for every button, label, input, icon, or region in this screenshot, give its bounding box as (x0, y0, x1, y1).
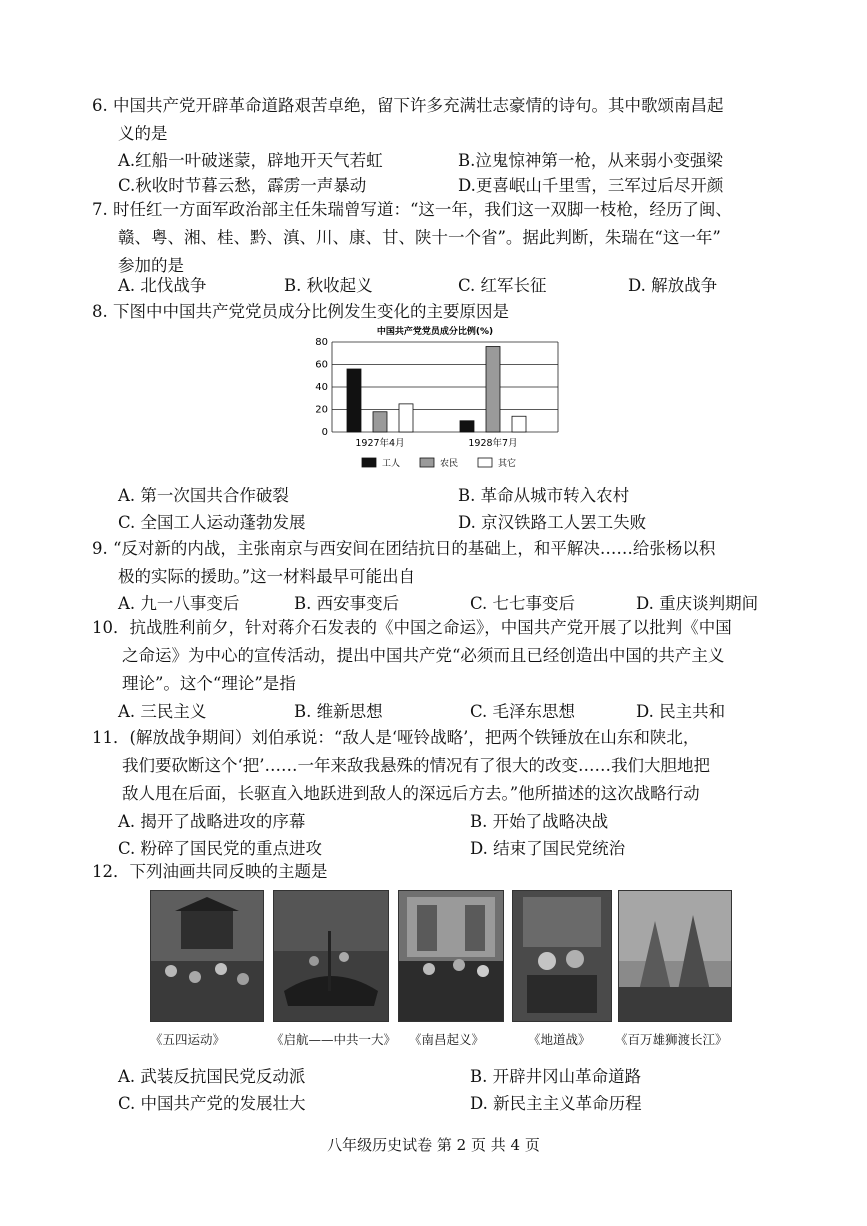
option-a[interactable]: A. 揭开了战略进攻的序幕 (118, 812, 306, 831)
legend-label: 其它 (498, 459, 517, 469)
painting-caption: 《百万雄狮渡长江》 (615, 1032, 728, 1047)
question-12-options-row1 (118, 1063, 798, 1089)
question-10 (92, 614, 792, 698)
option-b[interactable]: B. 秋收起义 (284, 276, 373, 295)
chart-y-tick-label: 20 (315, 404, 328, 416)
option-b[interactable]: B.泣鬼惊神第一枪，从来弱小变强梁 (458, 151, 723, 170)
painting-caption: 《五四运动》 (150, 1032, 226, 1047)
option-a[interactable]: A. 武装反抗国民党反动派 (118, 1067, 306, 1086)
legend-label: 工人 (382, 459, 401, 469)
chart-x-tick-label: 1927年4月 (355, 438, 405, 449)
option-b[interactable]: B. 开始了战略决战 (470, 812, 609, 831)
option-b[interactable]: B. 西安事变后 (294, 594, 400, 613)
question-stem: 赣、粤、湘、桂、黔、滇、川、康、甘、陕十一个省”。据此判断，朱瑞在“这一年” (118, 228, 721, 247)
chart-y-tick-label: 40 (315, 382, 328, 393)
question-6-options-row2 (118, 172, 798, 198)
option-c[interactable]: C. 全国工人运动蓬勃发展 (118, 513, 306, 532)
painting-qihang (273, 890, 389, 1022)
question-6-options-row1 (118, 147, 798, 173)
question-8-options-row2 (118, 509, 798, 535)
chart-title: 中国共产党党员成分比例(%) (376, 327, 494, 337)
option-a[interactable]: A. 三民主义 (118, 702, 207, 721)
painting-caption: 《启航——中共一大》 (271, 1032, 397, 1047)
page-footer: 八年级历史试卷 第 2 页 共 4 页 (327, 1136, 540, 1154)
question-stem: 9. “反对新的内战，主张南京与西安间在团结抗日的基础上，和平解决……给张杨以积 (92, 539, 716, 558)
legend-swatch (478, 458, 492, 467)
question-6 (92, 92, 792, 148)
option-b[interactable]: B. 开辟井冈山革命道路 (470, 1067, 642, 1086)
option-c[interactable]: C. 红军长征 (458, 276, 547, 295)
option-a[interactable]: A. 第一次国共合作破裂 (118, 486, 289, 505)
chart-bar (399, 404, 413, 432)
chart-y-tick-label: 80 (315, 337, 328, 348)
question-stem: 11．(解放战争期间）刘伯承说：“敌人是‘哑铃战略’，把两个铁锤放在山东和陕北， (92, 728, 700, 747)
option-a[interactable]: A.红船一叶破迷蒙，辟地开天气若虹 (118, 151, 383, 170)
painting-nanchang (398, 890, 504, 1022)
option-d[interactable]: D. 结束了国民党统治 (470, 839, 626, 858)
question-stem: 敌人甩在后面，长驱直入地跃进到敌人的深远后方去。”他所描述的这次战略行动 (122, 784, 700, 803)
legend-label: 农民 (440, 459, 459, 469)
question-stem: 10．抗战胜利前夕，针对蒋介石发表的《中国之命运》，中国共产党开展了以批判《中国 (92, 618, 732, 637)
option-d[interactable]: D.更喜岷山千里雪，三军过后尽开颜 (458, 176, 724, 195)
question-9-options (118, 590, 798, 616)
question-stem: 我们要砍断这个‘把’……一年来敌我悬殊的情况有了很大的改变……我们大胆地把 (122, 756, 710, 775)
option-d[interactable]: D. 解放战争 (628, 276, 718, 295)
chart-legend (362, 457, 516, 469)
chart-x-labels (355, 437, 517, 449)
legend-swatch (362, 458, 376, 467)
chart-y-tick-label: 0 (321, 427, 328, 438)
question-11 (92, 724, 792, 808)
chart-bars (347, 347, 526, 433)
question-stem: 7. 时任红一方面军政治部主任朱瑞曾写道：“这一年，我们这一双脚一枝枪，经历了闽、 (92, 200, 732, 219)
painting-didaozhan (512, 890, 612, 1022)
question-8-options-row1 (118, 482, 798, 508)
chart-y-tick-label: 60 (315, 359, 328, 371)
option-a[interactable]: A. 九一八事变后 (118, 594, 240, 613)
party-composition-chart (300, 322, 570, 474)
painting-baiwan-xiongshi (618, 890, 732, 1022)
question-stem: 参加的是 (118, 256, 184, 275)
chart-x-tick-label: 1928年7月 (468, 438, 518, 449)
chart-bar (373, 412, 387, 432)
painting-caption: 《南昌起义》 (409, 1032, 485, 1047)
question-stem: 8. 下图中中国共产党党员成分比例发生变化的主要原因是 (92, 302, 509, 321)
chart-bar (486, 347, 500, 433)
question-stem: 12．下列油画共同反映的主题是 (92, 862, 328, 881)
option-c[interactable]: C. 七七事变后 (470, 594, 576, 613)
question-12 (92, 858, 792, 886)
question-stem: 义的是 (118, 124, 168, 143)
option-c[interactable]: C. 毛泽东思想 (470, 702, 576, 721)
question-stem: 极的实际的援助。”这一材料最早可能出自 (118, 567, 416, 586)
chart-bar (512, 416, 526, 432)
question-11-options-row1 (118, 808, 798, 834)
question-12-options-row2 (118, 1090, 798, 1116)
option-b[interactable]: B. 维新思想 (294, 702, 383, 721)
option-a[interactable]: A. 北伐战争 (118, 276, 207, 295)
chart-bar (347, 369, 361, 432)
option-d[interactable]: D. 民主共和 (636, 702, 726, 721)
legend-swatch (420, 458, 434, 467)
question-10-options (118, 698, 798, 724)
chart-bar (460, 421, 474, 432)
option-c[interactable]: C. 粉碎了国民党的重点进攻 (118, 839, 323, 858)
question-7-options (118, 272, 798, 298)
question-9 (92, 535, 792, 591)
option-d[interactable]: D. 京汉铁路工人罢工失败 (458, 513, 647, 532)
option-c[interactable]: C. 中国共产党的发展壮大 (118, 1094, 306, 1113)
question-stem: 之命运》为中心的宣传活动，提出中国共产党“必须而且已经创造出中国的共产主义 (122, 646, 725, 665)
option-c[interactable]: C.秋收时节暮云愁，霹雳一声暴动 (118, 176, 367, 195)
question-stem: 理论”。这个“理论”是指 (122, 674, 296, 693)
painting-caption: 《地道战》 (528, 1032, 591, 1047)
question-stem: 6. 中国共产党开辟革命道路艰苦卓绝，留下许多充满壮志豪情的诗句。其中歌颂南昌起 (92, 96, 724, 115)
option-b[interactable]: B. 革命从城市转入农村 (458, 486, 630, 505)
question-7 (92, 196, 792, 280)
chart-y-ticks (315, 337, 328, 438)
option-d[interactable]: D. 重庆谈判期间 (636, 594, 759, 613)
painting-wusi (150, 890, 264, 1022)
option-d[interactable]: D. 新民主主义革命历程 (470, 1094, 642, 1113)
